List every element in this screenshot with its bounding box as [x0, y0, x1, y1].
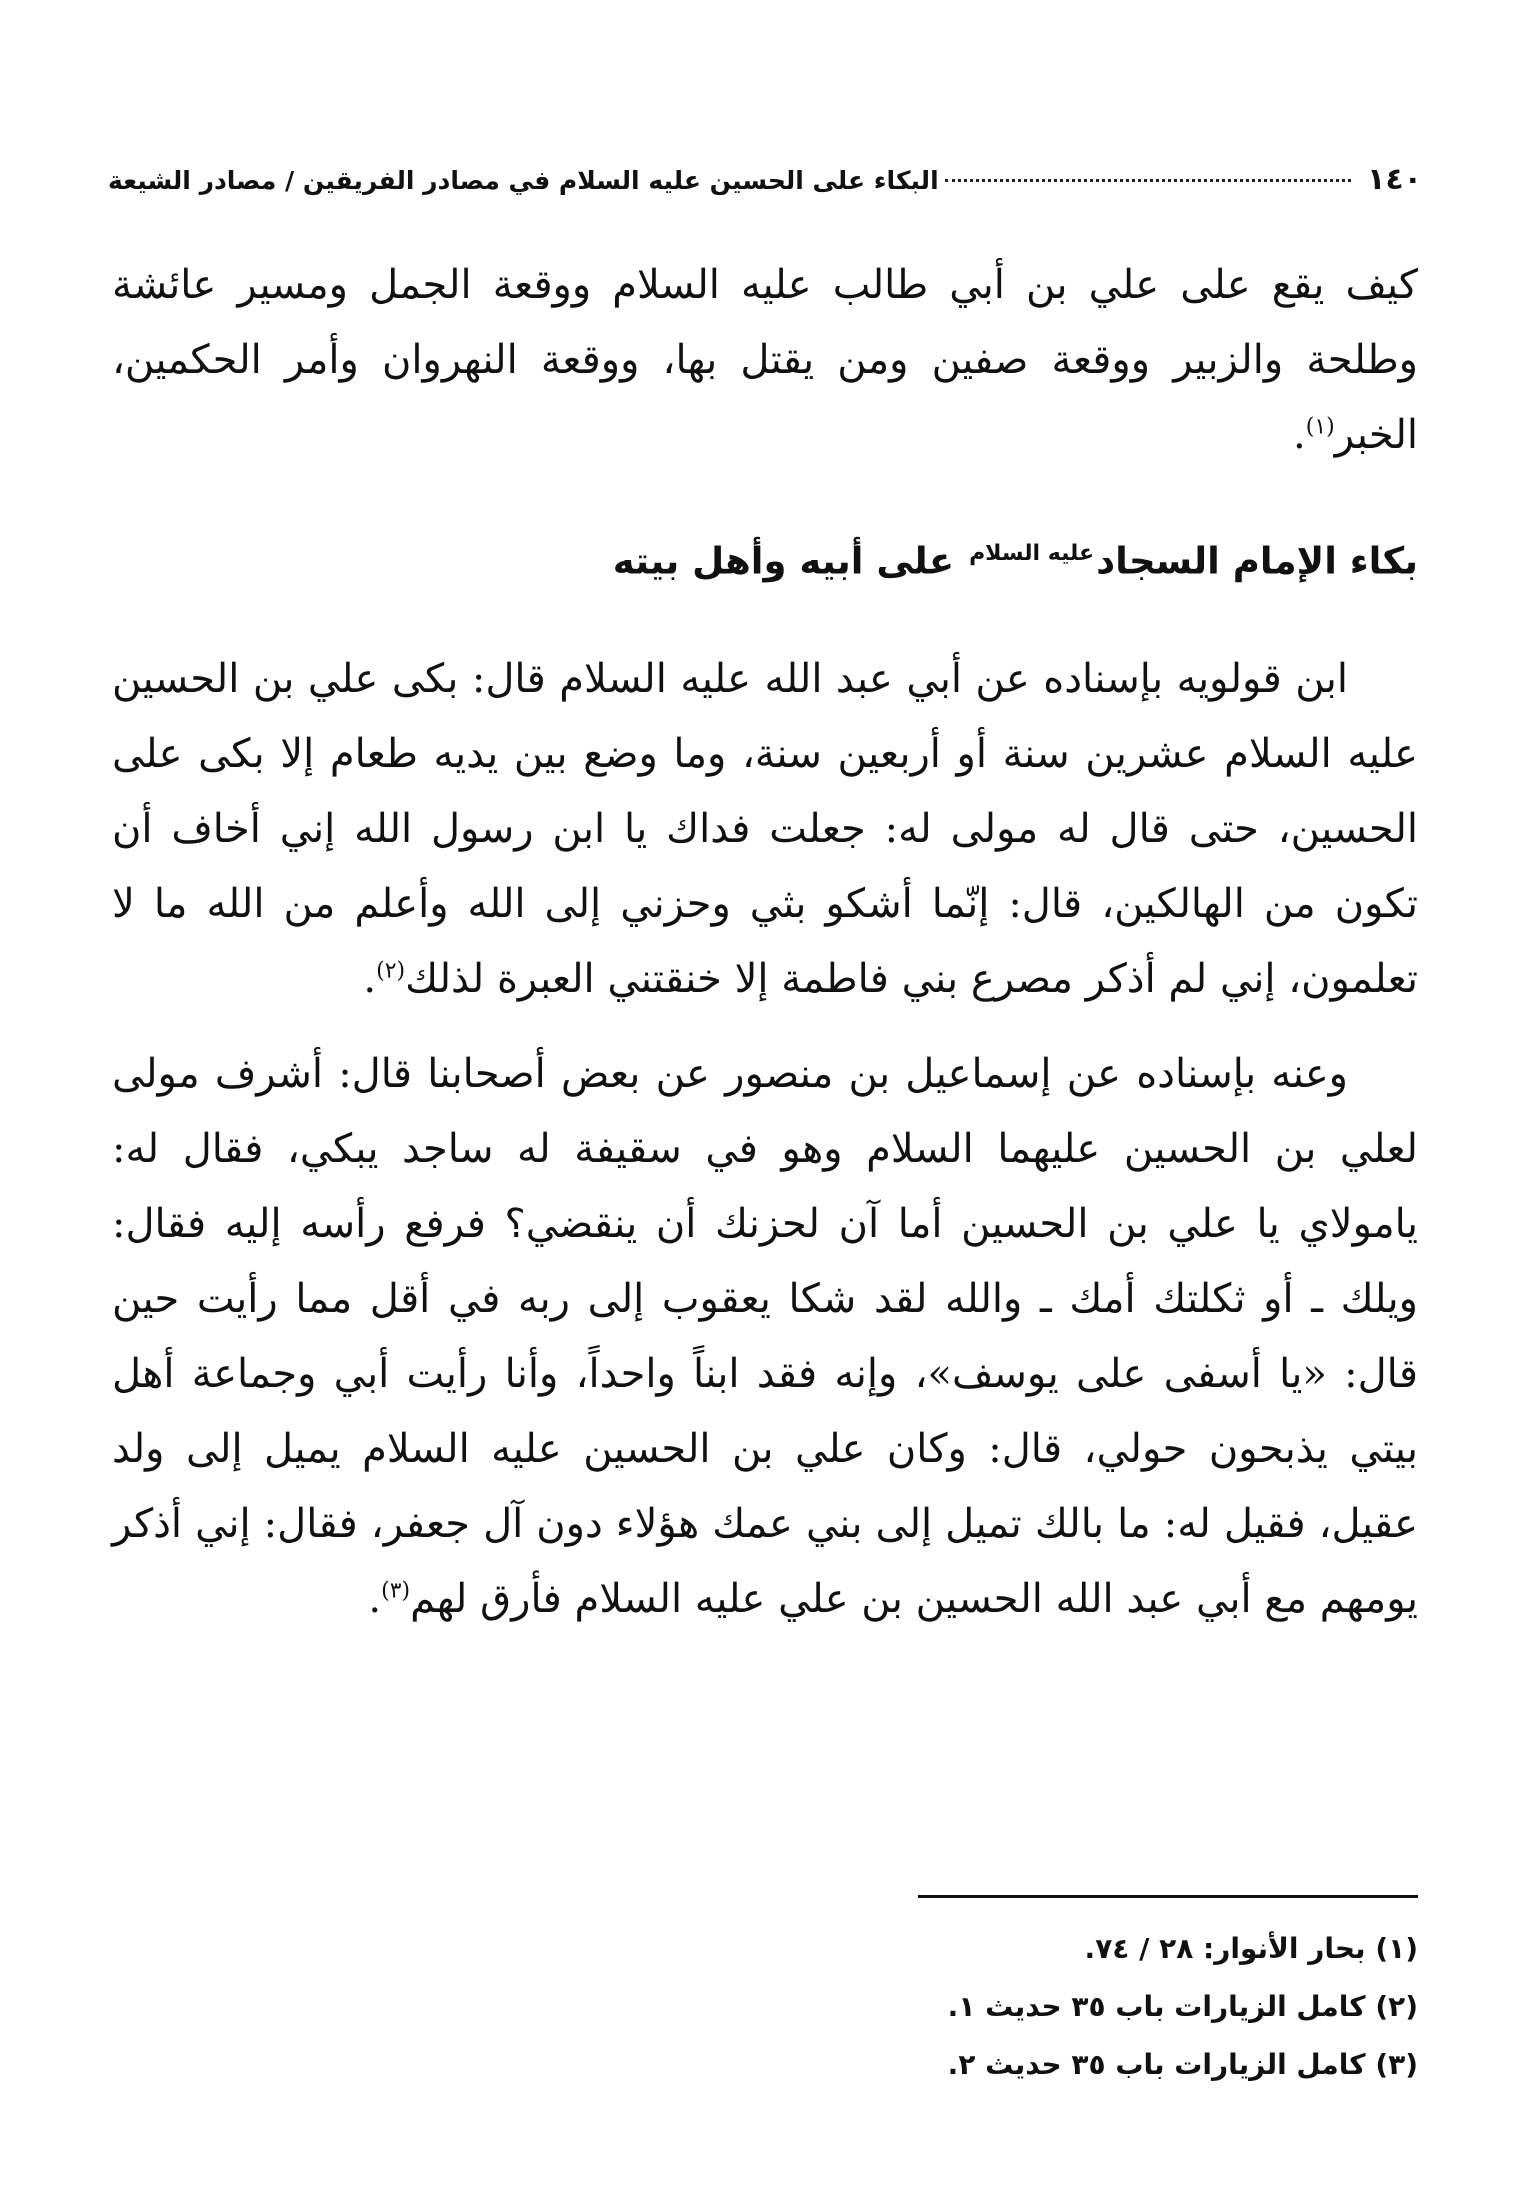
footnote-text: بحار الأنوار: ٢٨ / ٧٤.: [1084, 1932, 1366, 1965]
running-header: [108, 162, 1422, 197]
footnote-1: [112, 1920, 1418, 1978]
paragraph-1-end: .: [1293, 412, 1306, 458]
footnotes: [112, 1920, 1418, 2094]
footnote-number: (٣): [1375, 2048, 1418, 2081]
page-number: ١٤٠: [1367, 162, 1422, 197]
footnote-ref-3: (٣): [381, 1579, 411, 1604]
paragraph-1: [112, 248, 1418, 473]
footnote-2: [112, 1978, 1418, 2036]
main-text: [112, 248, 1418, 1637]
footnote-number: (٢): [1375, 1990, 1418, 2023]
paragraph-3-text: وعنه بإسناده عن إسماعيل بن منصور عن بعض أصحابنا قال: أشرف مولى لعلي بن الحسين عليهما السلام وهو في سقيفة له ساجد يبكي، فقال له: يامولاي يا علي بن الحسين أما آن لحزنك أن ينقضي؟ فرفع رأسه إليه فقال: ويلك ـ أو ثكلتك أمك ـ والله لقد شكا يعقوب إلى ربه في أقل مما رأيت حين قال: «يا أسفى على يوسف»، وإنه فقد ابناً واحداً، وأنا رأيت أبي وجماعة أهل بيتي يذبحون حولي، قال: وكان علي بن الحسين عليه السلام يميل إلى ولد عقيل، فقيل له: ما بالك تميل إلى بني عمك هؤلاء دون آل جعفر، فقال: إني أذكر يومهم مع أبي عبد الله الحسين بن علي عليه السلام فأرق لهم: [112, 1051, 1418, 1623]
footnote-separator: [918, 1895, 1418, 1898]
leader-dots: [945, 179, 1351, 182]
heading-part-1: بكاء الإمام السجاد: [1096, 539, 1418, 583]
footnote-text: كامل الزيارات باب ٣٥ حديث ٢.: [947, 2048, 1366, 2081]
paragraph-3-end: .: [368, 1576, 382, 1623]
paragraph-1-text: كيف يقع على علي بن أبي طالب عليه السلام ووقعة الجمل ومسير عائشة وطلحة والزبير ووقعة صفين ومن يقتل بها، ووقعة النهروان وأمر الحكمين، الخبر: [112, 262, 1418, 458]
running-title: البكاء على الحسين عليه السلام في مصادر الفريقين / مصادر الشيعة: [108, 166, 939, 195]
paragraph-2-end: .: [363, 956, 377, 1003]
heading-part-2: على أبيه وأهل بيته: [612, 539, 955, 583]
paragraph-2: [112, 642, 1418, 1017]
footnote-number: (١): [1375, 1932, 1418, 1965]
paragraph-2-text: ابن قولويه بإسناده عن أبي عبد الله عليه السلام قال: بكى علي بن الحسين عليه السلام عشرين سنة أو أربعين سنة، وما وضع بين يديه طعام إلا بكى على الحسين، حتى قال له مولى له: جعلت فداك يا ابن رسول الله إني أخاف أن تكون من الهالكين، قال: إنّما أشكو بثي وحزني إلى الله وأعلم من الله ما لا تعلمون، إني لم أذكر مصرع بني فاطمة إلا خنقتني العبرة لذلك: [112, 656, 1418, 1003]
section-heading: [112, 519, 1418, 596]
honorific-mark: عليه السلام: [969, 541, 1095, 566]
paragraph-3: [112, 1037, 1418, 1637]
footnote-ref-2: (٢): [376, 959, 406, 984]
footnote-ref-1: (١): [1305, 414, 1335, 440]
footnote-text: كامل الزيارات باب ٣٥ حديث ١.: [947, 1990, 1366, 2023]
footnote-3: [112, 2036, 1418, 2094]
